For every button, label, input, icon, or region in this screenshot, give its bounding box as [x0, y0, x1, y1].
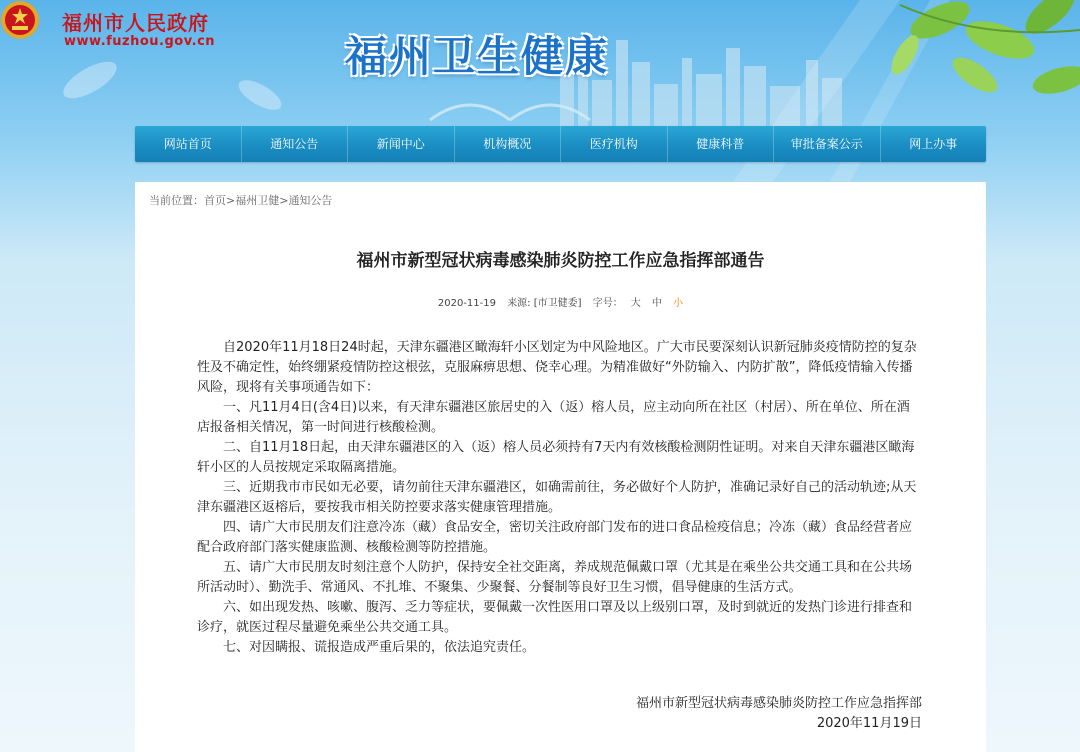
article-paragraph: 三、近期我市市民如无必要，请勿前往天津东疆港区，如确需前往，务必做好个人防护，准确记录好自己的活动轨迹;从天津东疆港区返榕后，要按我市相关防控要求落实健康管理措施。 — [197, 480, 917, 515]
gov-name[interactable]: 福州市人民政府 — [62, 11, 209, 35]
site-title: 福州卫生健康 — [345, 32, 610, 81]
article-paragraph: 六、如出现发热、咳嗽、腹泻、乏力等症状，要佩戴一次性医用口罩及以上级别口罩，及时到就近的发热门诊进行排查和诊疗，就医过程尽量避免乘坐公共交通工具。 — [197, 600, 913, 635]
breadcrumb-home[interactable]: 首页 — [204, 194, 226, 207]
breadcrumb-prefix: 当前位置： — [149, 194, 204, 207]
article-paragraph: 自2020年11月18日24时起，天津东疆港区瞰海轩小区划定为中风险地区。广大市民要深刻认识新冠肺炎疫情防控的复杂性及不确定性，始终绷紧疫情防控这根弦，克服麻痹思想、侥幸心理。为精准做好“外防输入、内防扩散”，降低疫情输入传播风险，现将有关事项通告如下： — [197, 340, 917, 395]
breadcrumb-notices[interactable]: 通知公告 — [288, 194, 333, 207]
article-paragraph: 一、凡11月4日(含4日)以来，有天津东疆港区旅居史的入（返）榕人员，应主动向所在社区（村居）、所在单位、所在酒店报备相关情况，第一时间进行核酸检测。 — [197, 400, 910, 435]
article-paragraph: 二、自11月18日起，由天津东疆港区的入（返）榕人员必须持有7天内有效核酸检测阴性证明。对来自天津东疆港区瞰海轩小区的人员按规定采取隔离措施。 — [197, 440, 915, 475]
article-signature — [636, 694, 922, 734]
article-body — [197, 338, 921, 658]
nav-item-news[interactable]: 新闻中心 — [348, 126, 455, 162]
breadcrumb-separator: > — [226, 194, 236, 207]
article-meta — [135, 294, 986, 309]
breadcrumb-health[interactable]: 福州卫健 — [235, 194, 280, 207]
nav-item-approval[interactable]: 审批备案公示 — [774, 126, 881, 162]
gov-emblem-icon — [0, 0, 40, 40]
nav-item-online[interactable]: 网上办事 — [909, 137, 958, 151]
signature-date: 2020年11月19日 — [816, 716, 922, 731]
nav-item-home[interactable]: 网站首页 — [135, 126, 242, 162]
font-size-label: 字号： — [592, 298, 623, 309]
article-title: 福州市新型冠状病毒感染肺炎防控工作应急指挥部通告 — [356, 251, 765, 271]
leaf-decoration — [886, 0, 1080, 99]
article-date: 2020-11-19 — [437, 298, 496, 309]
article-paragraph: 四、请广大市民朋友们注意冷冻（藏）食品安全，密切关注政府部门发布的进口食品检疫信息；冷冻（藏）食品经营者应配合政府部门落实健康监测、核酸检测等防控措施。 — [197, 520, 913, 555]
breadcrumb — [149, 192, 332, 208]
gov-url[interactable]: www.fuzhou.gov.cn — [64, 34, 216, 49]
signature-org: 福州市新型冠状病毒感染肺炎防控工作应急指挥部 — [635, 696, 922, 711]
nav-item-medical[interactable]: 医疗机构 — [561, 126, 668, 162]
article-paragraph: 七、对因瞒报、谎报造成严重后果的，依法追究责任。 — [223, 640, 536, 655]
nav-item-notices[interactable]: 通知公告 — [242, 126, 349, 162]
nav-item-about[interactable]: 机构概况 — [455, 126, 562, 162]
font-size-small[interactable]: 小 — [673, 298, 684, 309]
font-size-medium[interactable]: 中 — [651, 298, 662, 309]
breadcrumb-separator: > — [279, 194, 289, 207]
article-paragraph: 五、请广大市民朋友时刻注意个人防护，保持安全社交距离，养成规范佩戴口罩（尤其是在乘坐公共交通工具和在公共场所活动时）、勤洗手、常通风、不扎堆、不聚集、少聚餐、分餐制等良好卫生习惯，倡导健康的生活方式。 — [197, 560, 913, 595]
font-size-large[interactable]: 大 — [630, 298, 641, 309]
article-panel — [135, 182, 986, 752]
nav-item-health[interactable]: 健康科普 — [668, 126, 775, 162]
main-nav — [135, 126, 986, 162]
header-banner — [0, 0, 1080, 200]
article-source: 来源: [市卫健委] — [507, 298, 582, 309]
